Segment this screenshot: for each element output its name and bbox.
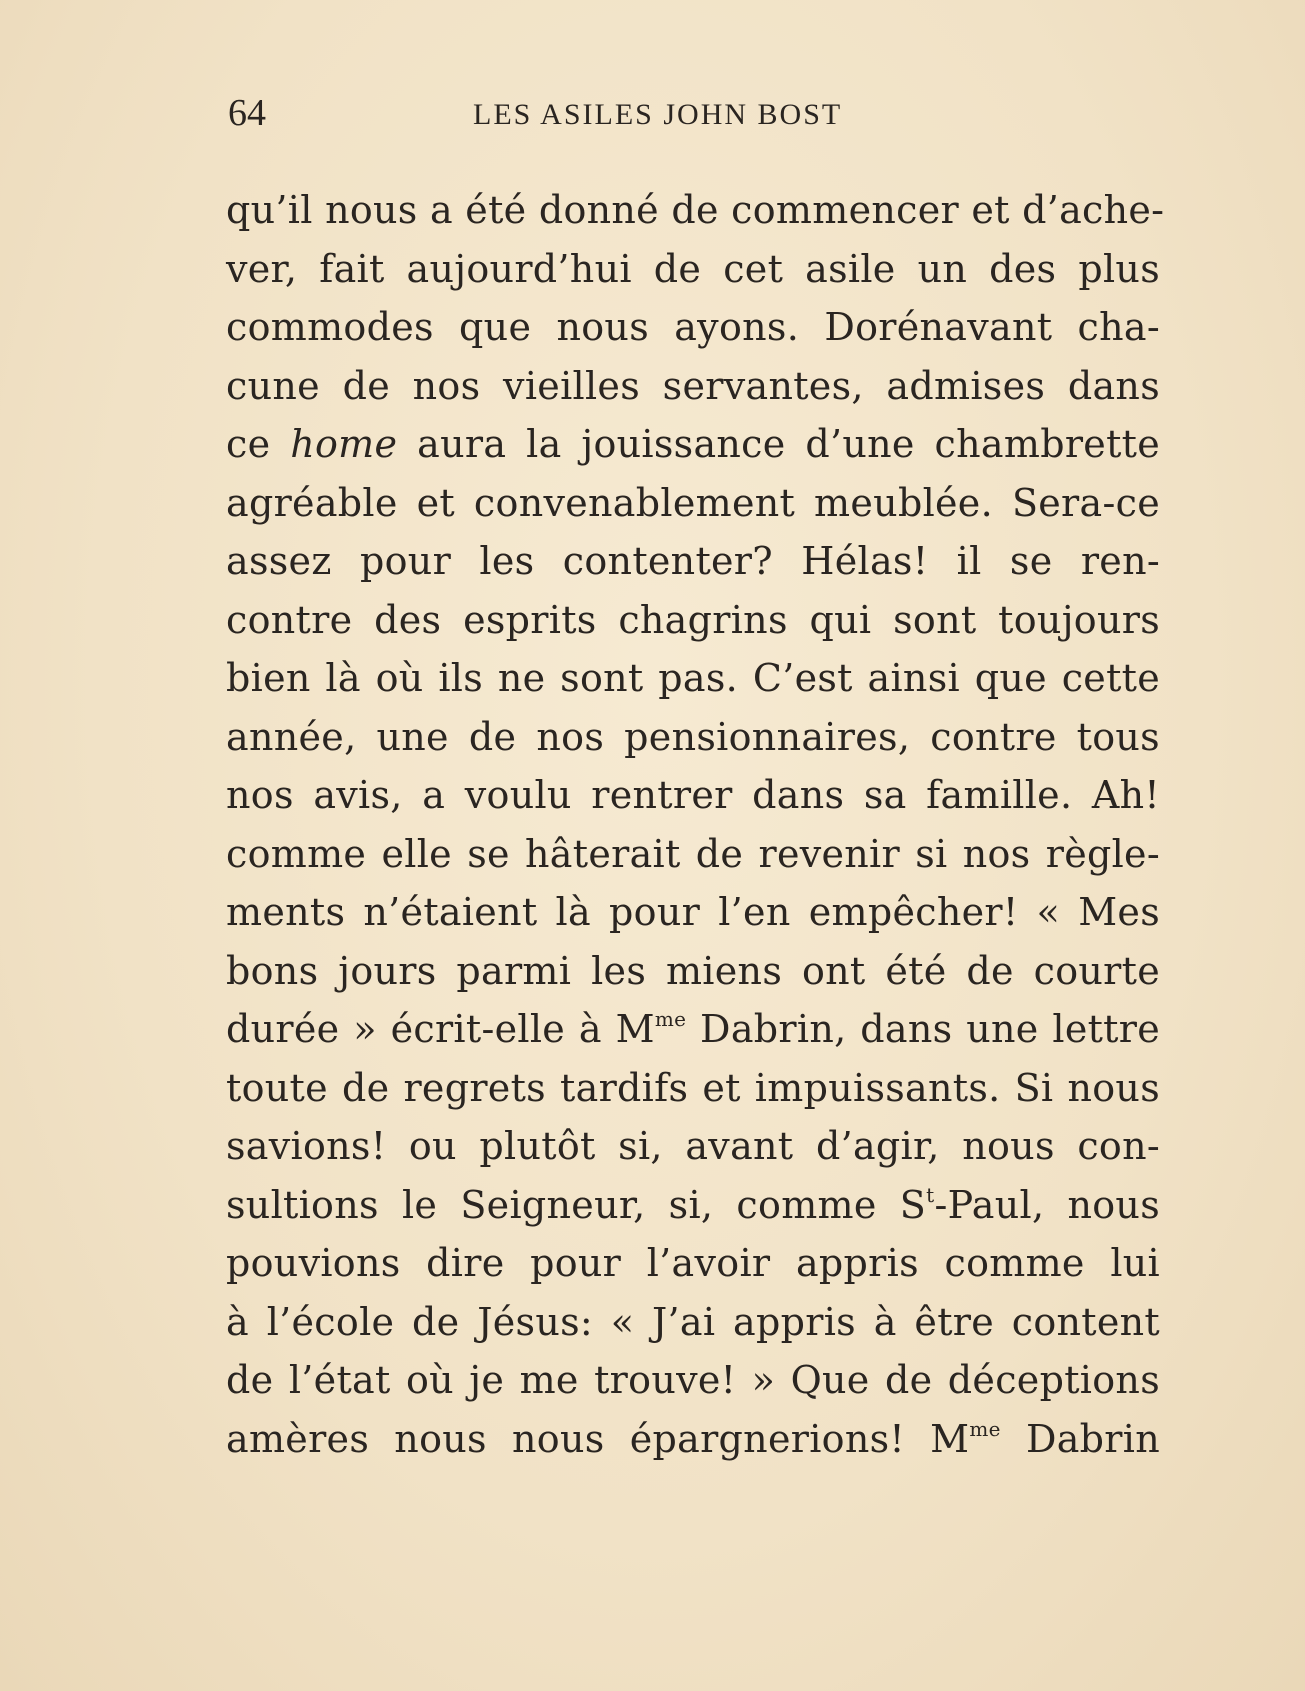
text-segment: amères nous nous épargnerions! M — [226, 1416, 970, 1461]
text-line: nos avis, a voulu rentrer dans sa famille. Ah! — [226, 773, 1160, 817]
text-segment: -Paul, nous — [934, 1182, 1160, 1227]
text-segment: aura la jouissance d’une chambrette — [397, 422, 1161, 466]
text-line: savions! ou plutôt si, avant d’agir, nous con- — [226, 1124, 1160, 1168]
page-number: 64 — [228, 92, 266, 134]
text-segment: sultions le Seigneur, si, comme S — [226, 1182, 927, 1227]
text-line: pouvions dire pour l’avoir appris comme lui — [226, 1241, 1160, 1285]
text-line: commodes que nous ayons. Dorénavant cha- — [226, 305, 1160, 349]
text-line: de l’état où je me trouve! » Que de déceptions — [226, 1358, 1160, 1402]
text-line: cune de nos vieilles servantes, admises dans — [226, 363, 1160, 408]
text-line: ver, fait aujourd’hui de cet asile un des plus — [226, 246, 1160, 291]
italic-word: home — [290, 422, 398, 466]
body-text — [226, 181, 1165, 1468]
text-line: bons jours parmi les miens ont été de courte — [226, 948, 1160, 993]
page-header — [228, 88, 1228, 138]
text-line — [226, 1410, 1160, 1469]
text-line: toute de regrets tardifs et impuissants. Si nous — [226, 1065, 1160, 1110]
text-segment: durée » écrit-elle à M — [226, 1007, 655, 1051]
text-line — [226, 415, 1160, 474]
superscript-abbrev: t — [926, 1182, 935, 1207]
superscript-abbrev: me — [969, 1416, 1001, 1441]
text-line: qu’il nous a été donné de commencer et d’ache- — [226, 188, 1165, 232]
text-line: à l’école de Jésus: « J’ai appris à être content — [226, 1299, 1160, 1344]
running-head: LES ASILES JOHN BOST — [473, 98, 843, 131]
text-line: ments n’étaient là pour l’en empêcher! « Mes — [226, 890, 1160, 934]
text-line: contre des esprits chagrins qui sont toujours — [226, 597, 1160, 642]
text-segment: Dabrin — [1000, 1416, 1160, 1461]
text-line: bien là où ils ne sont pas. C’est ainsi que cette — [226, 656, 1160, 700]
text-line: agréable et convenablement meublée. Sera-ce — [226, 480, 1160, 525]
text-line: comme elle se hâterait de revenir si nos règle- — [226, 831, 1160, 876]
text-line — [226, 1176, 1160, 1235]
text-segment: Dabrin, dans une lettre — [686, 1007, 1160, 1051]
superscript-abbrev: me — [654, 1007, 687, 1031]
text-line — [226, 1000, 1160, 1059]
text-segment: ce — [226, 422, 291, 466]
text-line: assez pour les contenter? Hélas! il se ren- — [226, 539, 1160, 583]
text-line: année, une de nos pensionnaires, contre tous — [226, 714, 1160, 759]
